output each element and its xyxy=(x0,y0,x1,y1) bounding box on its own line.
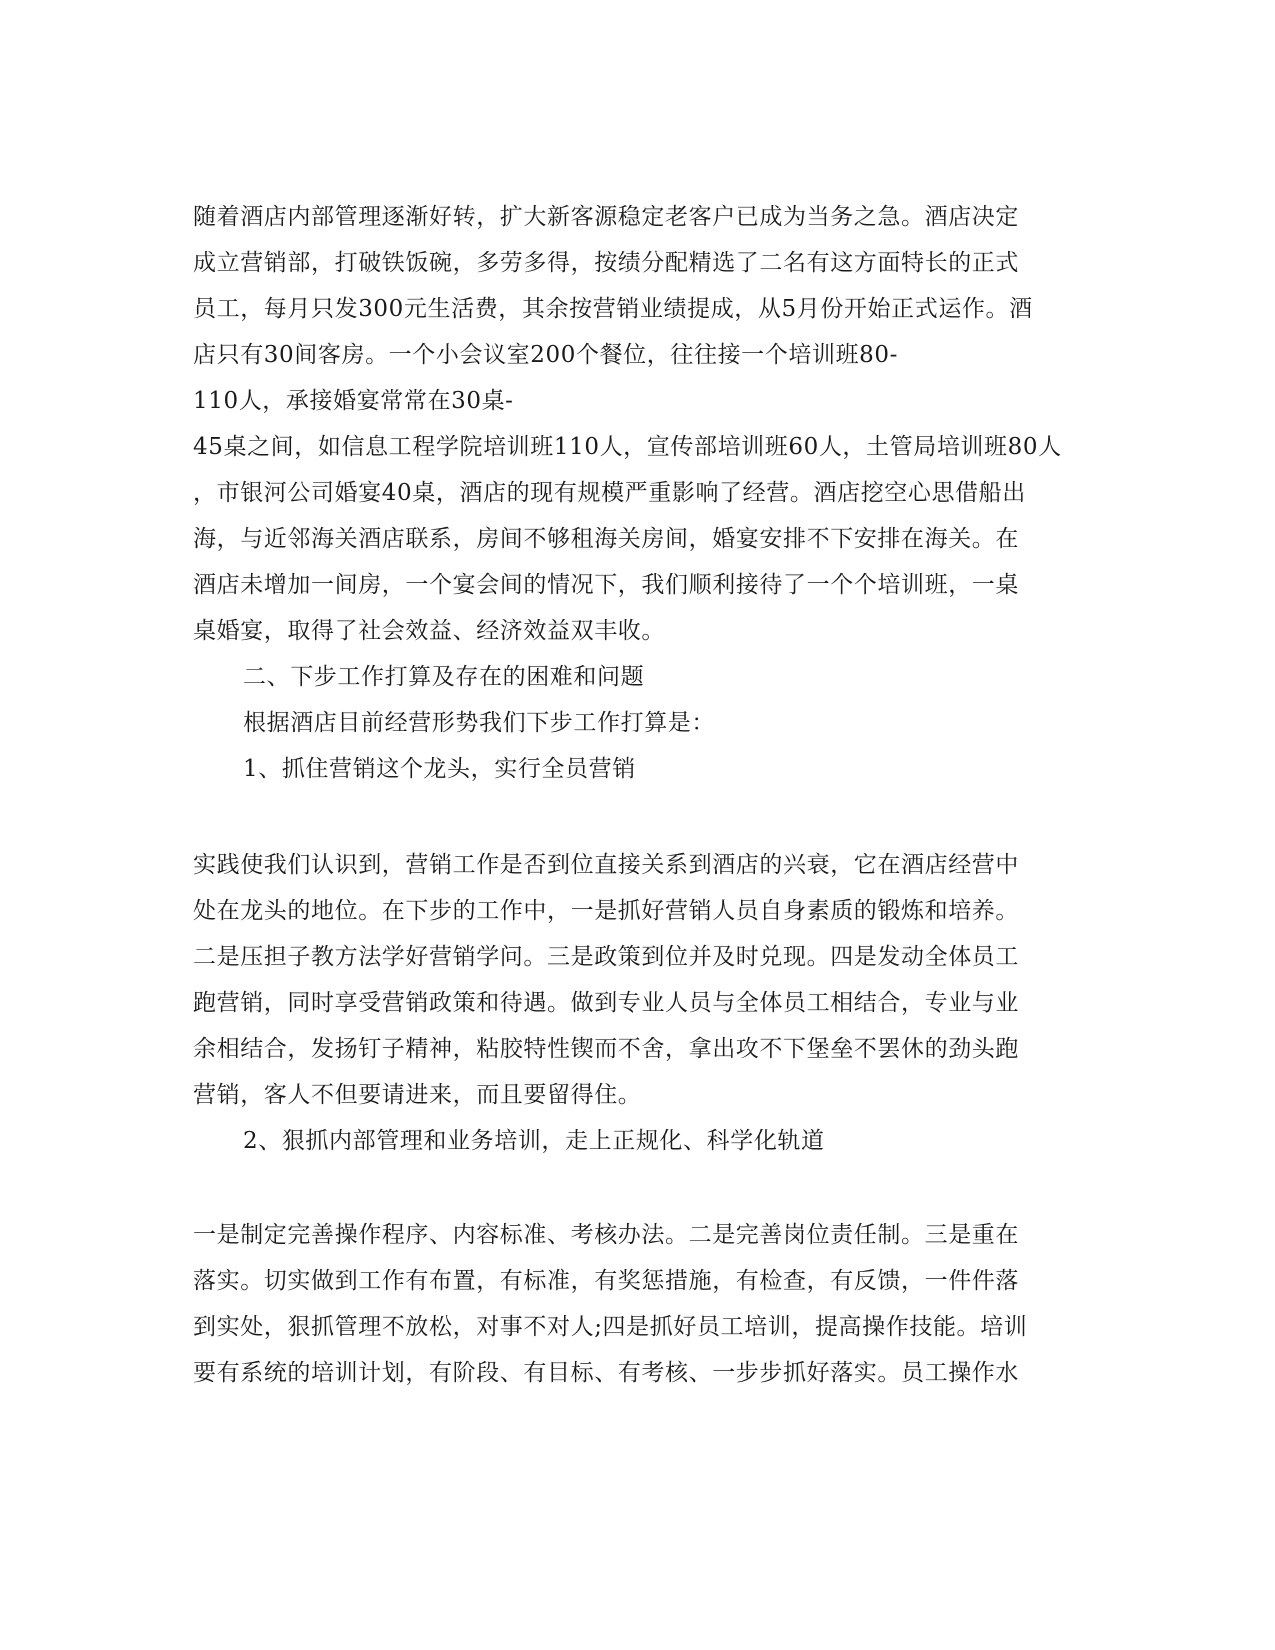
paragraph-1-line: 桌婚宴，取得了社会效益、经济效益双丰收。 xyxy=(193,618,665,644)
paragraph-1-line: 110人，承接婚宴常常在30桌- xyxy=(193,388,514,414)
paragraph-2-line: 跑营销，同时享受营销政策和待遇。做到专业人员与全体员工相结合，专业与业 xyxy=(193,990,1019,1016)
paragraph-2-line: 营销，客人不但要请进来，而且要留得住。 xyxy=(193,1082,642,1108)
paragraph-2-line: 二是压担子教方法学好营销学问。三是政策到位并及时兑现。四是发动全体员工 xyxy=(193,944,1019,970)
paragraph-1-line: 随着酒店内部管理逐渐好转，扩大新客源稳定老客户已成为当务之急。酒店决定 xyxy=(193,204,1019,230)
paragraph-3-line: 落实。切实做到工作有布置，有标准，有奖惩措施，有检查，有反馈，一件件落 xyxy=(193,1268,1019,1294)
section-2-heading: 二、下步工作打算及存在的困难和问题 xyxy=(243,664,645,690)
paragraph-2-line: 处在龙头的地位。在下步的工作中，一是抓好营销人员自身素质的锻炼和培养。 xyxy=(193,898,1019,924)
paragraph-3-line: 要有系统的培训计划，有阶段、有目标、有考核、一步步抓好落实。员工操作水 xyxy=(193,1360,1019,1386)
paragraph-2-line: 实践使我们认识到，营销工作是否到位直接关系到酒店的兴衰，它在酒店经营中 xyxy=(193,852,1019,878)
paragraph-1-line: 店只有30间客房。一个小会议室200个餐位，往往接一个培训班80- xyxy=(193,342,899,368)
paragraph-1-line: ，市银河公司婚宴40桌，酒店的现有规模严重影响了经营。酒店挖空心思借船出 xyxy=(193,480,1026,506)
paragraph-1-line: 成立营销部，打破铁饭碗，多劳多得，按绩分配精选了二名有这方面特长的正式 xyxy=(193,250,1019,276)
paragraph-3-line: 到实处，狠抓管理不放松，对事不对人;四是抓好员工培训，提高操作技能。培训 xyxy=(193,1314,1028,1340)
item-2-heading: 2、狠抓内部管理和业务培训，走上正规化、科学化轨道 xyxy=(243,1128,825,1154)
paragraph-2-line: 余相结合，发扬钉子精神，粘胶特性锲而不舍，拿出攻不下堡垒不罢休的劲头跑 xyxy=(193,1036,1019,1062)
paragraph-3-line: 一是制定完善操作程序、内容标准、考核办法。二是完善岗位责任制。三是重在 xyxy=(193,1222,1019,1248)
section-2-intro: 根据酒店目前经营形势我们下步工作打算是： xyxy=(243,710,715,736)
paragraph-1-line: 员工，每月只发300元生活费，其余按营销业绩提成，从5月份开始正式运作。酒 xyxy=(193,296,1033,322)
paragraph-1-line: 酒店未增加一间房，一个宴会间的情况下，我们顺利接待了一个个培训班，一桌 xyxy=(193,572,1019,598)
paragraph-1-line: 海，与近邻海关酒店联系，房间不够租海关房间，婚宴安排不下安排在海关。在 xyxy=(193,526,1019,552)
paragraph-1-line: 45桌之间，如信息工程学院培训班110人，宣传部培训班60人，土管局培训班80人 xyxy=(193,434,1062,460)
item-1-heading: 1、抓住营销这个龙头，实行全员营销 xyxy=(243,756,636,782)
